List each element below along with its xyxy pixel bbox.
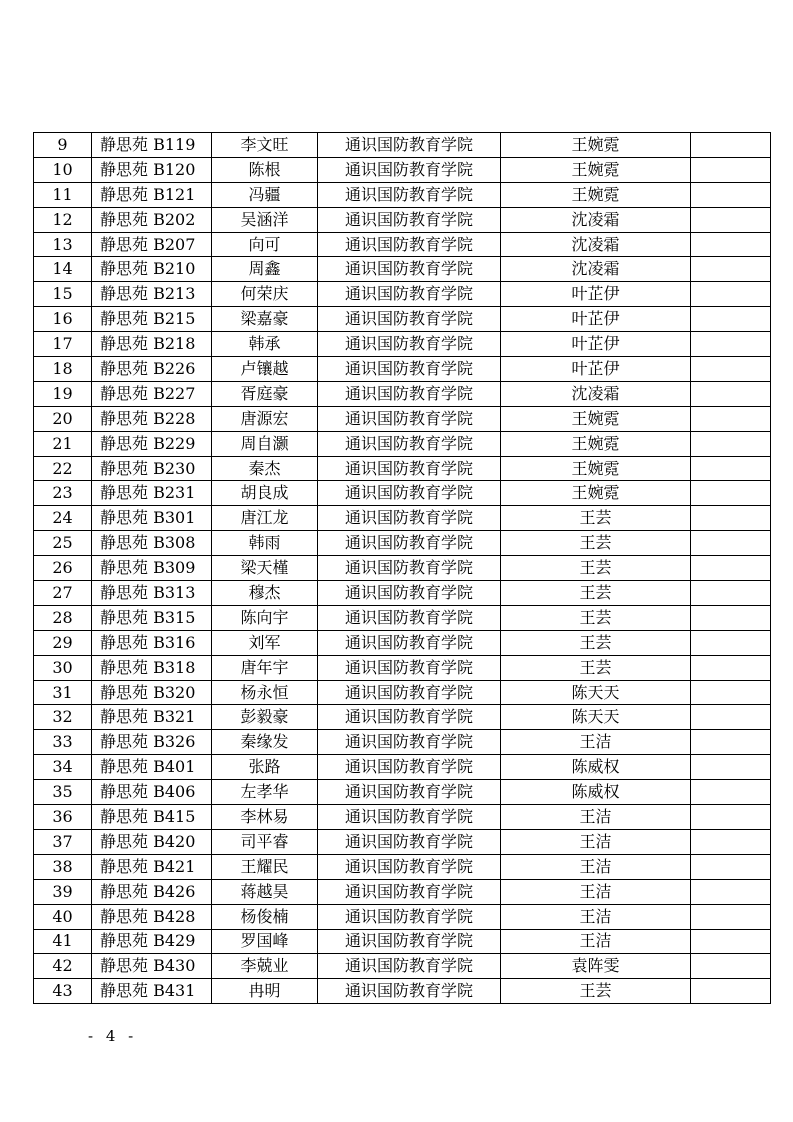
note-cell (691, 481, 771, 506)
table-row (34, 431, 771, 456)
student-name-cell: 秦缘发 (212, 730, 318, 755)
dorm-room-cell: 静思苑 B421 (92, 854, 212, 879)
note-cell (691, 705, 771, 730)
row-number-cell: 29 (34, 630, 92, 655)
dorm-room-cell: 静思苑 B426 (92, 879, 212, 904)
note-cell (691, 357, 771, 382)
note-cell (691, 332, 771, 357)
note-cell (691, 904, 771, 929)
table-row (34, 730, 771, 755)
dorm-room-cell: 静思苑 B229 (92, 431, 212, 456)
student-name-cell: 王耀民 (212, 854, 318, 879)
note-cell (691, 829, 771, 854)
dorm-room-cell: 静思苑 B227 (92, 381, 212, 406)
table-row (34, 680, 771, 705)
counselor-cell: 沈凌霜 (501, 232, 691, 257)
college-cell: 通识国防教育学院 (318, 854, 501, 879)
student-name-cell: 冯疆 (212, 182, 318, 207)
note-cell (691, 381, 771, 406)
college-cell: 通识国防教育学院 (318, 630, 501, 655)
table-row (34, 854, 771, 879)
college-cell: 通识国防教育学院 (318, 307, 501, 332)
row-number-cell: 32 (34, 705, 92, 730)
note-cell (691, 879, 771, 904)
table-row (34, 481, 771, 506)
dorm-room-cell: 静思苑 B406 (92, 780, 212, 805)
counselor-cell: 王芸 (501, 581, 691, 606)
student-name-cell: 向可 (212, 232, 318, 257)
counselor-cell: 王洁 (501, 929, 691, 954)
college-cell: 通识国防教育学院 (318, 680, 501, 705)
row-number-cell: 39 (34, 879, 92, 904)
table-row (34, 605, 771, 630)
row-number-cell: 18 (34, 357, 92, 382)
college-cell: 通识国防教育学院 (318, 730, 501, 755)
student-name-cell: 彭毅豪 (212, 705, 318, 730)
student-name-cell: 周鑫 (212, 257, 318, 282)
row-number-cell: 19 (34, 381, 92, 406)
note-cell (691, 232, 771, 257)
row-number-cell: 42 (34, 954, 92, 979)
note-cell (691, 133, 771, 158)
dorm-room-cell: 静思苑 B430 (92, 954, 212, 979)
row-number-cell: 22 (34, 456, 92, 481)
dorm-room-cell: 静思苑 B230 (92, 456, 212, 481)
college-cell: 通识国防教育学院 (318, 755, 501, 780)
table-row (34, 381, 771, 406)
dorm-room-cell: 静思苑 B301 (92, 506, 212, 531)
dorm-room-cell: 静思苑 B318 (92, 655, 212, 680)
counselor-cell: 王芸 (501, 605, 691, 630)
student-name-cell: 陈向宇 (212, 605, 318, 630)
counselor-cell: 王婉霓 (501, 182, 691, 207)
row-number-cell: 16 (34, 307, 92, 332)
dorm-room-cell: 静思苑 B202 (92, 207, 212, 232)
college-cell: 通识国防教育学院 (318, 805, 501, 830)
dorm-room-cell: 静思苑 B326 (92, 730, 212, 755)
note-cell (691, 456, 771, 481)
counselor-cell: 陈天天 (501, 680, 691, 705)
college-cell: 通识国防教育学院 (318, 133, 501, 158)
dorm-room-cell: 静思苑 B313 (92, 581, 212, 606)
table-row (34, 232, 771, 257)
note-cell (691, 730, 771, 755)
college-cell: 通识国防教育学院 (318, 705, 501, 730)
dormitory-roster-table (33, 132, 771, 1004)
counselor-cell: 王芸 (501, 630, 691, 655)
counselor-cell: 陈威权 (501, 780, 691, 805)
table-row (34, 805, 771, 830)
student-name-cell: 冉明 (212, 979, 318, 1004)
dorm-room-cell: 静思苑 B321 (92, 705, 212, 730)
row-number-cell: 28 (34, 605, 92, 630)
college-cell: 通识国防教育学院 (318, 979, 501, 1004)
row-number-cell: 23 (34, 481, 92, 506)
counselor-cell: 王芸 (501, 556, 691, 581)
counselor-cell: 王洁 (501, 854, 691, 879)
college-cell: 通识国防教育学院 (318, 780, 501, 805)
table-row (34, 307, 771, 332)
roster-table-body (34, 133, 771, 1004)
student-name-cell: 杨俊楠 (212, 904, 318, 929)
row-number-cell: 36 (34, 805, 92, 830)
student-name-cell: 梁天槿 (212, 556, 318, 581)
table-row (34, 506, 771, 531)
counselor-cell: 王洁 (501, 879, 691, 904)
dorm-room-cell: 静思苑 B415 (92, 805, 212, 830)
note-cell (691, 581, 771, 606)
row-number-cell: 12 (34, 207, 92, 232)
note-cell (691, 979, 771, 1004)
student-name-cell: 周自灏 (212, 431, 318, 456)
counselor-cell: 袁阵雯 (501, 954, 691, 979)
counselor-cell: 陈天天 (501, 705, 691, 730)
dorm-room-cell: 静思苑 B316 (92, 630, 212, 655)
college-cell: 通识国防教育学院 (318, 904, 501, 929)
dorm-room-cell: 静思苑 B315 (92, 605, 212, 630)
note-cell (691, 655, 771, 680)
counselor-cell: 王洁 (501, 730, 691, 755)
row-number-cell: 21 (34, 431, 92, 456)
counselor-cell: 陈威权 (501, 755, 691, 780)
student-name-cell: 韩承 (212, 332, 318, 357)
table-row (34, 133, 771, 158)
student-name-cell: 胡良成 (212, 481, 318, 506)
student-name-cell: 左孝华 (212, 780, 318, 805)
row-number-cell: 9 (34, 133, 92, 158)
note-cell (691, 805, 771, 830)
counselor-cell: 王洁 (501, 829, 691, 854)
table-row (34, 954, 771, 979)
student-name-cell: 吴涵洋 (212, 207, 318, 232)
table-row (34, 929, 771, 954)
row-number-cell: 30 (34, 655, 92, 680)
row-number-cell: 11 (34, 182, 92, 207)
row-number-cell: 41 (34, 929, 92, 954)
student-name-cell: 卢镶越 (212, 357, 318, 382)
college-cell: 通识国防教育学院 (318, 506, 501, 531)
table-row (34, 556, 771, 581)
note-cell (691, 780, 771, 805)
college-cell: 通识国防教育学院 (318, 556, 501, 581)
table-row (34, 157, 771, 182)
table-row (34, 829, 771, 854)
table-row (34, 979, 771, 1004)
dorm-room-cell: 静思苑 B120 (92, 157, 212, 182)
counselor-cell: 沈凌霜 (501, 381, 691, 406)
table-row (34, 655, 771, 680)
dorm-room-cell: 静思苑 B428 (92, 904, 212, 929)
counselor-cell: 叶芷伊 (501, 307, 691, 332)
note-cell (691, 182, 771, 207)
counselor-cell: 王婉霓 (501, 481, 691, 506)
student-name-cell: 唐年宇 (212, 655, 318, 680)
student-name-cell: 穆杰 (212, 581, 318, 606)
note-cell (691, 556, 771, 581)
counselor-cell: 王婉霓 (501, 456, 691, 481)
dorm-room-cell: 静思苑 B231 (92, 481, 212, 506)
note-cell (691, 680, 771, 705)
row-number-cell: 20 (34, 406, 92, 431)
college-cell: 通识国防教育学院 (318, 531, 501, 556)
student-name-cell: 梁嘉豪 (212, 307, 318, 332)
counselor-cell: 叶芷伊 (501, 282, 691, 307)
college-cell: 通识国防教育学院 (318, 182, 501, 207)
table-row (34, 879, 771, 904)
counselor-cell: 王芸 (501, 655, 691, 680)
row-number-cell: 15 (34, 282, 92, 307)
college-cell: 通识国防教育学院 (318, 406, 501, 431)
note-cell (691, 854, 771, 879)
student-name-cell: 罗国峰 (212, 929, 318, 954)
counselor-cell: 沈凌霜 (501, 207, 691, 232)
note-cell (691, 282, 771, 307)
row-number-cell: 40 (34, 904, 92, 929)
dorm-room-cell: 静思苑 B213 (92, 282, 212, 307)
student-name-cell: 唐江龙 (212, 506, 318, 531)
college-cell: 通识国防教育学院 (318, 581, 501, 606)
student-name-cell: 蒋越昊 (212, 879, 318, 904)
student-name-cell: 陈根 (212, 157, 318, 182)
note-cell (691, 929, 771, 954)
student-name-cell: 何荣庆 (212, 282, 318, 307)
row-number-cell: 34 (34, 755, 92, 780)
counselor-cell: 王婉霓 (501, 431, 691, 456)
student-name-cell: 李文旺 (212, 133, 318, 158)
student-name-cell: 韩雨 (212, 531, 318, 556)
table-row (34, 780, 771, 805)
counselor-cell: 沈凌霜 (501, 257, 691, 282)
row-number-cell: 35 (34, 780, 92, 805)
counselor-cell: 王芸 (501, 506, 691, 531)
row-number-cell: 17 (34, 332, 92, 357)
dorm-room-cell: 静思苑 B119 (92, 133, 212, 158)
dorm-room-cell: 静思苑 B215 (92, 307, 212, 332)
college-cell: 通识国防教育学院 (318, 605, 501, 630)
college-cell: 通识国防教育学院 (318, 431, 501, 456)
note-cell (691, 406, 771, 431)
row-number-cell: 10 (34, 157, 92, 182)
student-name-cell: 李兢业 (212, 954, 318, 979)
student-name-cell: 杨永恒 (212, 680, 318, 705)
college-cell: 通识国防教育学院 (318, 381, 501, 406)
row-number-cell: 14 (34, 257, 92, 282)
table-row (34, 207, 771, 232)
college-cell: 通识国防教育学院 (318, 829, 501, 854)
row-number-cell: 25 (34, 531, 92, 556)
table-row (34, 581, 771, 606)
dorm-room-cell: 静思苑 B431 (92, 979, 212, 1004)
student-name-cell: 张路 (212, 755, 318, 780)
dorm-room-cell: 静思苑 B420 (92, 829, 212, 854)
note-cell (691, 506, 771, 531)
table-row (34, 357, 771, 382)
row-number-cell: 26 (34, 556, 92, 581)
table-row (34, 630, 771, 655)
college-cell: 通识国防教育学院 (318, 954, 501, 979)
counselor-cell: 王洁 (501, 904, 691, 929)
row-number-cell: 43 (34, 979, 92, 1004)
table-row (34, 406, 771, 431)
college-cell: 通识国防教育学院 (318, 207, 501, 232)
note-cell (691, 157, 771, 182)
college-cell: 通识国防教育学院 (318, 929, 501, 954)
note-cell (691, 257, 771, 282)
college-cell: 通识国防教育学院 (318, 157, 501, 182)
counselor-cell: 王婉霓 (501, 157, 691, 182)
dorm-room-cell: 静思苑 B210 (92, 257, 212, 282)
counselor-cell: 王芸 (501, 531, 691, 556)
row-number-cell: 33 (34, 730, 92, 755)
college-cell: 通识国防教育学院 (318, 879, 501, 904)
row-number-cell: 38 (34, 854, 92, 879)
college-cell: 通识国防教育学院 (318, 332, 501, 357)
counselor-cell: 叶芷伊 (501, 357, 691, 382)
counselor-cell: 王婉霓 (501, 406, 691, 431)
college-cell: 通识国防教育学院 (318, 357, 501, 382)
student-name-cell: 唐源宏 (212, 406, 318, 431)
dorm-room-cell: 静思苑 B226 (92, 357, 212, 382)
dorm-room-cell: 静思苑 B218 (92, 332, 212, 357)
table-row (34, 282, 771, 307)
note-cell (691, 954, 771, 979)
student-name-cell: 刘军 (212, 630, 318, 655)
row-number-cell: 27 (34, 581, 92, 606)
row-number-cell: 24 (34, 506, 92, 531)
dorm-room-cell: 静思苑 B401 (92, 755, 212, 780)
note-cell (691, 630, 771, 655)
dorm-room-cell: 静思苑 B228 (92, 406, 212, 431)
counselor-cell: 王芸 (501, 979, 691, 1004)
counselor-cell: 王婉霓 (501, 133, 691, 158)
dorm-room-cell: 静思苑 B429 (92, 929, 212, 954)
note-cell (691, 531, 771, 556)
table-row (34, 257, 771, 282)
note-cell (691, 307, 771, 332)
college-cell: 通识国防教育学院 (318, 456, 501, 481)
dorm-room-cell: 静思苑 B121 (92, 182, 212, 207)
page-number: - 4 - (88, 1027, 138, 1045)
table-row (34, 332, 771, 357)
counselor-cell: 王洁 (501, 805, 691, 830)
counselor-cell: 叶芷伊 (501, 332, 691, 357)
dorm-room-cell: 静思苑 B308 (92, 531, 212, 556)
note-cell (691, 605, 771, 630)
row-number-cell: 13 (34, 232, 92, 257)
note-cell (691, 431, 771, 456)
college-cell: 通识国防教育学院 (318, 232, 501, 257)
dorm-room-cell: 静思苑 B207 (92, 232, 212, 257)
note-cell (691, 207, 771, 232)
dorm-room-cell: 静思苑 B309 (92, 556, 212, 581)
table-row (34, 182, 771, 207)
table-row (34, 755, 771, 780)
table-row (34, 531, 771, 556)
table-row (34, 456, 771, 481)
row-number-cell: 31 (34, 680, 92, 705)
table-row (34, 705, 771, 730)
student-name-cell: 胥庭豪 (212, 381, 318, 406)
note-cell (691, 755, 771, 780)
college-cell: 通识国防教育学院 (318, 655, 501, 680)
student-name-cell: 司平睿 (212, 829, 318, 854)
college-cell: 通识国防教育学院 (318, 257, 501, 282)
table-row (34, 904, 771, 929)
dorm-room-cell: 静思苑 B320 (92, 680, 212, 705)
student-name-cell: 李林易 (212, 805, 318, 830)
college-cell: 通识国防教育学院 (318, 282, 501, 307)
college-cell: 通识国防教育学院 (318, 481, 501, 506)
row-number-cell: 37 (34, 829, 92, 854)
student-name-cell: 秦杰 (212, 456, 318, 481)
